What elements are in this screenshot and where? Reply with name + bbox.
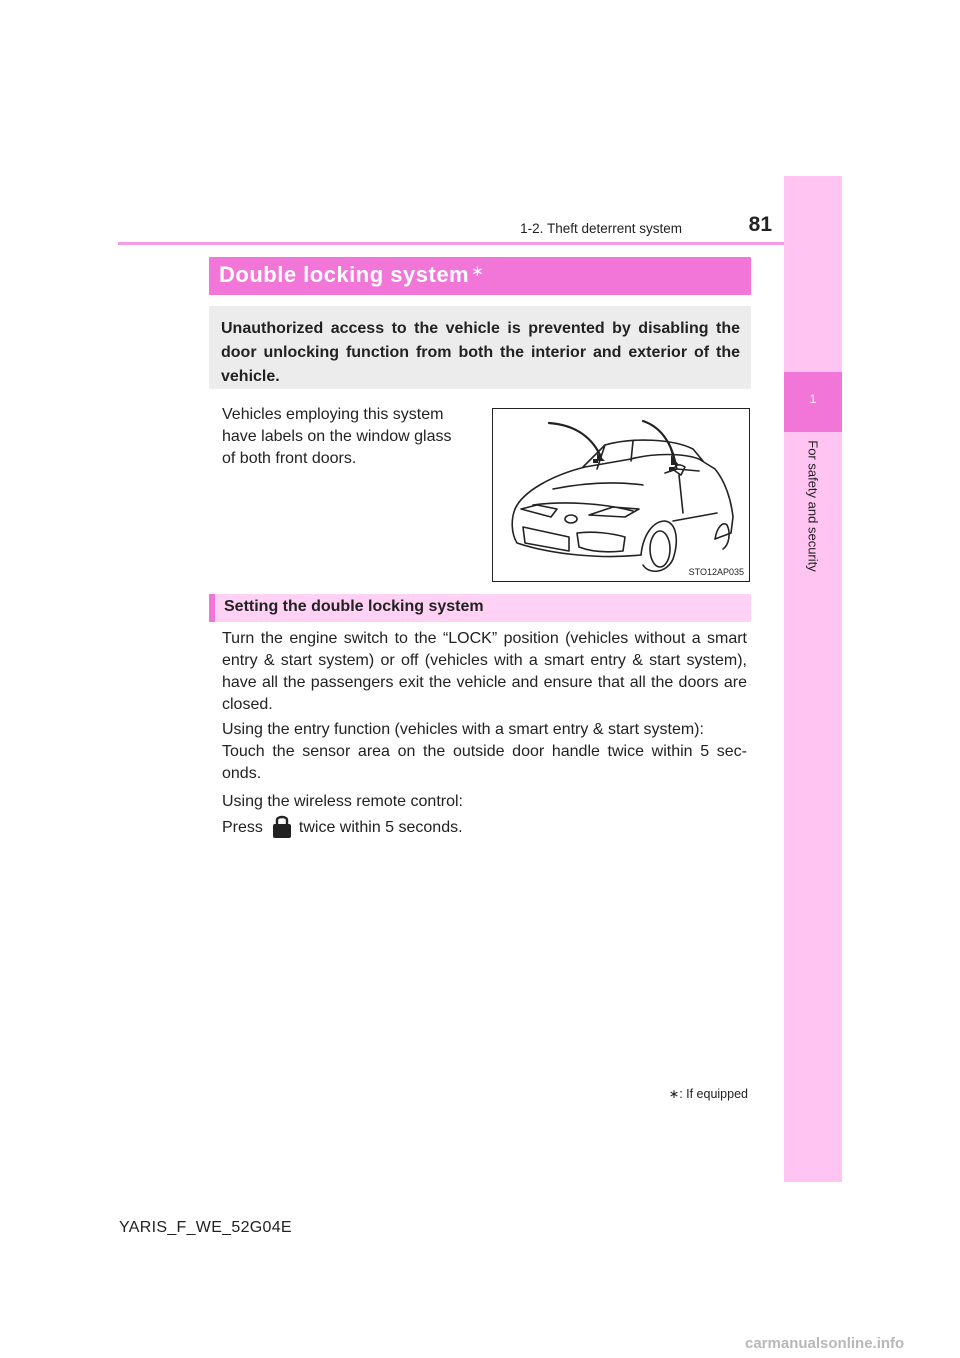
side-chapter-tab [784,176,842,1182]
section-title [219,262,484,288]
entry-function-heading: Using the entry function (vehicles with a smart entry & start system): [222,721,704,738]
watermark: carmanualsonline.info [745,1335,905,1352]
figure-code: STO12AP035 [688,567,744,577]
remote-control-instruction [222,813,747,839]
chapter-title-text: For safety and security [805,440,821,572]
vehicles-paragraph [222,404,479,470]
vehicles-line: have labels on the window glass [222,428,452,445]
paragraph-engine-switch: Turn the engine switch to the “LOCK” position (vehicles without a smart entry & start system) or off (vehicles with a smart entry & start system), have all the passengers exit the vehicle and ensure that all the doors are closed. [222,630,747,713]
subsection-bar [209,594,751,622]
paragraph-remote-control [222,791,747,839]
remote-control-heading: Using the wireless remote control: [222,793,463,810]
footnote [560,1086,748,1101]
lock-icon [271,813,293,839]
page-number: 81 [748,213,772,236]
car-drawing [493,409,749,581]
header-rule [118,242,784,245]
paragraph-entry-function [222,719,747,785]
press-label: Press [222,819,263,836]
vehicles-line: of both front doors. [222,450,357,467]
intro-text: Unauthorized access to the vehicle is prevented by disabling the door unlocking function from both the interior and exterior of the vehicle. [221,320,740,385]
document-code: YARIS_F_WE_52G04E [119,1219,292,1236]
entry-function-instruction: Touch the sensor area on the outside door handle twice within 5 sec-onds. [222,743,747,782]
car-illustration [492,408,750,582]
header-section-title: 1-2. Theft deterrent system [520,221,682,236]
section-title-text: Double locking system [219,262,470,287]
footnote-text: : If equipped [679,1087,748,1101]
vehicles-line: Vehicles employing this system [222,406,444,423]
chapter-number: 1 [809,392,817,406]
intro-box [209,306,751,389]
subsection-bar-accent [209,594,215,622]
subsection-title: Setting the double locking system [224,598,484,615]
footnote-marker: ∗ [668,1087,680,1101]
if-equipped-marker: ∗ [471,263,485,280]
press-rest: twice within 5 seconds. [298,819,463,836]
section-title-bar [209,257,751,295]
